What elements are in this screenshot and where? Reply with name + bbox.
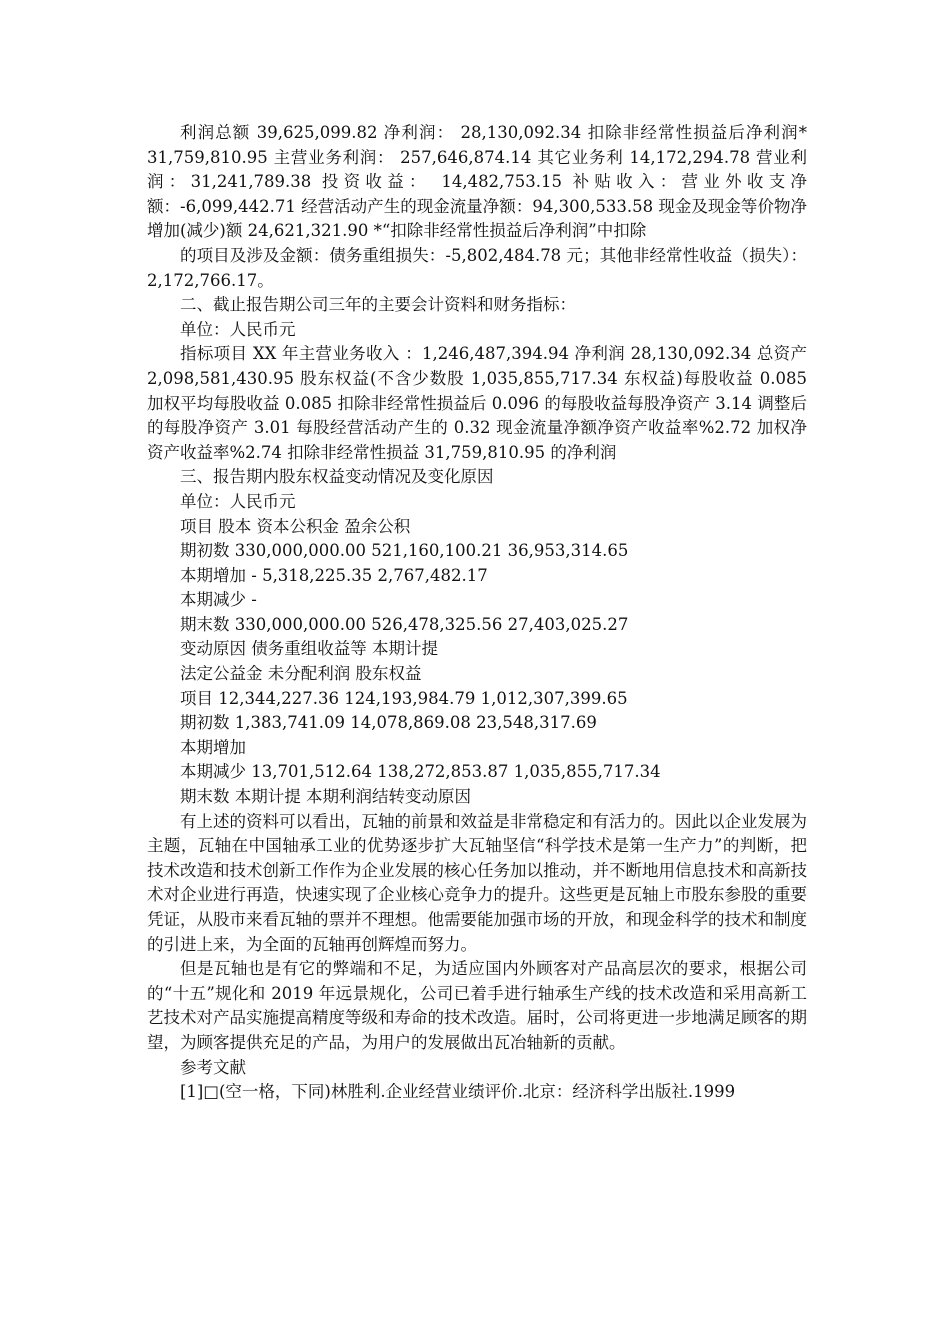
equity-line: 项目 股本 资本公积金 盈余公积 — [180, 516, 411, 536]
equity-line: 本期减少 - — [180, 590, 257, 610]
equity-line: 期末数 330,000,000.00 526,478,325.56 27,403,025.27 — [180, 614, 629, 634]
weakness-paragraph: 但是瓦轴也是有它的弊端和不足，为适应国内外顾客对产品高层次的要求，根据公司的“十五”规化和 2019 年远景规化，公司已着手进行轴承生产线的技术改造和采用高新工艺技术对产品实施提高精度等级和寿命的技术改造。届时，公司将更进一步地满足顾客的期望，为顾客提供充足的产品，为用户的发展做出瓦冶轴新的贡献。 — [147, 959, 807, 1052]
equity-line: 法定公益金 未分配利润 股东权益 — [180, 664, 422, 684]
reference-item: [1]□(空一格，下同)林胜利.企业经营业绩评价.北京：经济科学出版社.1999 — [180, 1082, 736, 1102]
references-heading: 参考文献 — [180, 1057, 246, 1077]
equity-line: 期初数 330,000,000.00 521,160,100.21 36,953,314.65 — [180, 541, 629, 561]
analysis-paragraph: 有上述的资料可以看出，瓦轴的前景和效益是非常稳定和有活力的。因此以企业发展为主题，瓦轴在中国轴承工业的优势逐步扩大瓦轴坚信“科学技术是第一生产力”的判断，把技术改造和技术创新工作作为企业发展的核心任务加以推动，并不断地用信息技术和高新技术对企业进行再造，快速实现了企业核心竞争力的提升。这些更是瓦轴上市股东参股的重要凭证，从股市来看瓦轴的票并不理想。他需要能加强市场的开放，和现金科学的技术和制度的引进上来，为全面的瓦轴再创辉煌而努力。 — [147, 811, 807, 954]
section-heading-three: 三、报告期内股东权益变动情况及变化原因 — [180, 467, 494, 487]
financial-indicators-paragraph: 指标项目 XX 年主营业务收入 ：1,246,487,394.94 净利润 28,130,092.34 总资产 2,098,581,430.95 股东权益(不含少数股 1,035,855,717.34 东权益)每股收益 0.085 加权平均每股收益 0.085 扣除非经常性损益后 0.096 的每股收益每股净资产 3.14 调整后的每股净资产 3.01 每股经营活动产生的 0.32 现金流量净额净资产收益率%2.72 加权净资产收益率%2.74 扣除非经常性损益 31,759,810.95 的净利润 — [147, 344, 807, 462]
equity-line: 期末数 本期计提 本期利润结转变动原因 — [180, 787, 471, 807]
document-page — [147, 121, 807, 1105]
equity-line: 变动原因 债务重组收益等 本期计提 — [180, 639, 438, 659]
section-heading-two: 二、截止报告期公司三年的主要会计资料和财务指标： — [180, 295, 576, 315]
equity-change-lines — [147, 490, 807, 810]
equity-line: 本期减少 13,701,512.64 138,272,853.87 1,035,855,717.34 — [180, 762, 661, 782]
unit-label: 单位：人民币元 — [180, 319, 296, 339]
equity-line: 期初数 1,383,741.09 14,078,869.08 23,548,317.69 — [180, 713, 597, 733]
profit-summary-paragraph: 利润总额 39,625,099.82 净利润： 28,130,092.34 扣除非经常性损益后净利润* 31,759,810.95 主营业务利润： 257,646,874.14 其它业务利 14,172,294.78 营业利润：31,241,789.38 投资收益： 14,482,753.15 补贴收入：营业外收支净额：-6,099,442.71 经营活动产生的现金流量净额：94,300,533.58 现金及现金等价物净增加(减少)额 24,621,321.90 *“扣除非经常性损益后净利润”中扣除 — [147, 123, 807, 241]
equity-line: 项目 12,344,227.36 124,193,984.79 1,012,307,399.65 — [180, 688, 628, 708]
non-recurring-items-paragraph: 的项目及涉及金额：债务重组损失：-5,802,484.78 元；其他非经常性收益（损失）：2,172,766.17。 — [147, 245, 807, 290]
equity-line: 本期增加 - 5,318,225.35 2,767,482.17 — [180, 565, 488, 585]
equity-line: 本期增加 — [180, 737, 246, 757]
equity-line: 单位：人民币元 — [180, 491, 296, 511]
